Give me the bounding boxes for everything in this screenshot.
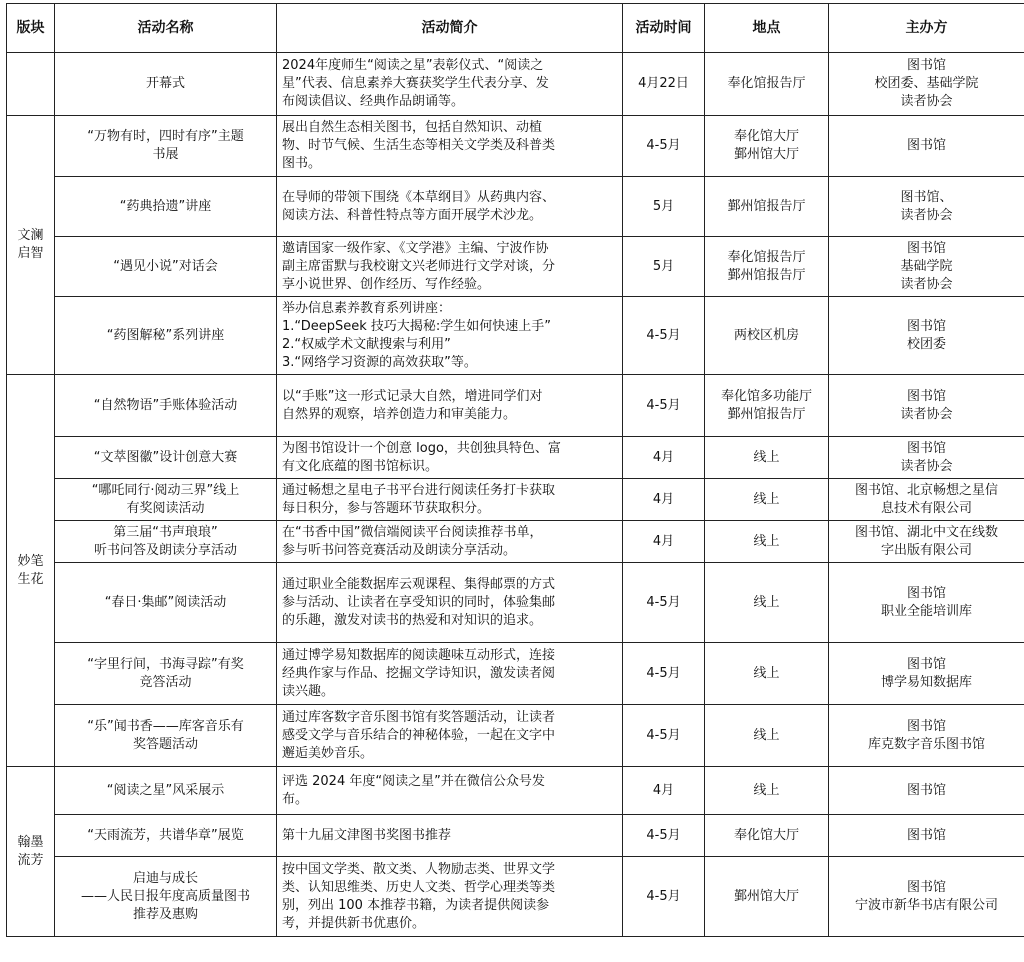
activity-place-line: 线上 <box>710 665 823 683</box>
activity-name-line: 启迪与成长 <box>60 870 271 888</box>
opening-place-line: 奉化馆报告厅 <box>710 75 823 93</box>
activity-name <box>55 297 277 375</box>
activity-intro-line: 通过库客数字音乐图书馆有奖答题活动，让读者 <box>282 709 617 727</box>
activity-intro-line: 感受文学与音乐结合的神秘体验，一起在文字中 <box>282 727 617 745</box>
table-row <box>7 237 1024 297</box>
activity-host <box>829 479 1024 521</box>
section-label <box>7 375 55 767</box>
section-label <box>7 767 55 937</box>
activity-intro-line: 物、时节气候、生活生态等相关文学类及科普类 <box>282 137 617 155</box>
activity-host-line: 读者协会 <box>834 406 1019 424</box>
activity-host-line: 图书馆 <box>834 585 1019 603</box>
activity-name-line: “药图解秘”系列讲座 <box>60 327 271 345</box>
activity-place-line: 线上 <box>710 533 823 551</box>
opening-section-cell <box>7 53 55 116</box>
activity-name-line: 竞答活动 <box>60 674 271 692</box>
activity-host-line: 基础学院 <box>834 258 1019 276</box>
activity-name-line: “万物有时，四时有序”主题 <box>60 128 271 146</box>
activity-place <box>705 237 829 297</box>
activity-host-line: 库克数字音乐图书馆 <box>834 736 1019 754</box>
activity-intro <box>277 297 623 375</box>
activity-intro-line: 图书。 <box>282 155 617 173</box>
activity-intro-line: 考，并提供新书优惠价。 <box>282 915 617 933</box>
activity-intro-line: 副主席雷默与我校谢文兴老师进行文学对谈，分 <box>282 258 617 276</box>
activity-intro-line: 读兴趣。 <box>282 683 617 701</box>
section-label-line: 文澜 <box>9 227 52 245</box>
table-row <box>7 563 1024 643</box>
activity-intro-line: 评选 2024 年度“阅读之星”并在微信公众号发 <box>282 773 617 791</box>
activity-intro <box>277 521 623 563</box>
activity-name <box>55 563 277 643</box>
activity-place-line: 鄞州馆报告厅 <box>710 198 823 216</box>
activity-intro-line: 邂逅美妙音乐。 <box>282 745 617 763</box>
table-row <box>7 767 1024 815</box>
table-row <box>7 297 1024 375</box>
activity-host-line: 读者协会 <box>834 207 1019 225</box>
activity-host <box>829 375 1024 437</box>
activity-host-line: 图书馆 <box>834 318 1019 336</box>
table-row <box>7 479 1024 521</box>
activity-intro <box>277 857 623 937</box>
activity-intro <box>277 116 623 177</box>
table-row <box>7 375 1024 437</box>
header-time: 活动时间 <box>623 4 705 53</box>
activity-place-line: 奉化馆多功能厅 <box>710 388 823 406</box>
activity-time: 4-5月 <box>623 116 705 177</box>
table-row <box>7 643 1024 705</box>
activity-intro-line: 阅读方法、科普性特点等方面开展学术沙龙。 <box>282 207 617 225</box>
activity-intro-line: 以“手账”这一形式记录大自然，增进同学们对 <box>282 388 617 406</box>
activity-intro-line: 邀请国家一级作家、《文学港》主编、宁波作协 <box>282 240 617 258</box>
activity-name-line: “乐”闻书香——库客音乐有 <box>60 718 271 736</box>
activity-host-line: 图书馆、 <box>834 189 1019 207</box>
activity-place-line: 两校区机房 <box>710 327 823 345</box>
opening-host-line: 图书馆 <box>834 57 1019 75</box>
activity-place-line: 线上 <box>710 594 823 612</box>
activity-intro-line: 1.“DeepSeek 技巧大揭秘:学生如何快速上手” <box>282 318 617 336</box>
activity-host-line: 图书馆、湖北中文在线数 <box>834 524 1019 542</box>
activity-intro-line: 别，列出 100 本推荐书籍，为读者提供阅读参 <box>282 897 617 915</box>
activity-name <box>55 375 277 437</box>
activity-name-line: “春日·集邮”阅读活动 <box>60 594 271 612</box>
activity-name-line: “遇见小说”对话会 <box>60 258 271 276</box>
table-row <box>7 857 1024 937</box>
activity-name <box>55 705 277 767</box>
header-name: 活动名称 <box>55 4 277 53</box>
table-row <box>7 705 1024 767</box>
activity-intro-line: 在导师的带领下围绕《本草纲目》从药典内容、 <box>282 189 617 207</box>
activity-name <box>55 643 277 705</box>
activity-host <box>829 437 1024 479</box>
opening-time: 4月22日 <box>623 53 705 116</box>
activity-time: 5月 <box>623 177 705 237</box>
activity-place-line: 鄞州馆报告厅 <box>710 267 823 285</box>
activity-time: 4-5月 <box>623 375 705 437</box>
activity-name-line: 第三届“书声琅琅” <box>60 524 271 542</box>
section-label-line: 流芳 <box>9 852 52 870</box>
activity-intro-line: 参与活动、让读者在享受知识的同时，体验集邮 <box>282 594 617 612</box>
activity-time: 4月 <box>623 521 705 563</box>
activity-host <box>829 297 1024 375</box>
activity-host-line: 校团委 <box>834 336 1019 354</box>
activity-host-line: 图书馆 <box>834 879 1019 897</box>
activity-place-line: 线上 <box>710 782 823 800</box>
activity-host-line: 图书馆 <box>834 440 1019 458</box>
activity-place <box>705 815 829 857</box>
activity-place-line: 奉化馆大厅 <box>710 128 823 146</box>
opening-row <box>7 53 1024 116</box>
activity-host-line: 图书馆 <box>834 388 1019 406</box>
activity-host <box>829 563 1024 643</box>
activity-place <box>705 116 829 177</box>
header-place: 地点 <box>705 4 829 53</box>
activity-place <box>705 857 829 937</box>
activity-host <box>829 237 1024 297</box>
activity-intro-line: 在“书香中国”微信端阅读平台阅读推荐书单， <box>282 524 617 542</box>
activity-intro-line: 通过畅想之星电子书平台进行阅读任务打卡获取 <box>282 482 617 500</box>
table-row <box>7 521 1024 563</box>
opening-name-line: 开幕式 <box>60 75 271 93</box>
activity-name-line: 听书问答及朗读分享活动 <box>60 542 271 560</box>
activity-intro-line: 参与听书问答竞赛活动及朗读分享活动。 <box>282 542 617 560</box>
activity-host <box>829 815 1024 857</box>
activity-intro-line: 第十九届文津图书奖图书推荐 <box>282 827 617 845</box>
activity-host-line: 读者协会 <box>834 458 1019 476</box>
activity-intro-line: 2.“权威学术文献搜索与利用” <box>282 336 617 354</box>
table-row <box>7 116 1024 177</box>
activity-intro-line: 自然界的观察，培养创造力和审美能力。 <box>282 406 617 424</box>
activity-place <box>705 643 829 705</box>
header-host: 主办方 <box>829 4 1024 53</box>
activity-intro <box>277 767 623 815</box>
activity-intro-line: 布。 <box>282 791 617 809</box>
section-label-line: 妙笔 <box>9 553 52 571</box>
activity-name <box>55 815 277 857</box>
table-row <box>7 177 1024 237</box>
opening-host-line: 读者协会 <box>834 93 1019 111</box>
table-row <box>7 815 1024 857</box>
activity-time: 4-5月 <box>623 705 705 767</box>
activity-name <box>55 479 277 521</box>
activity-name-line: 有奖阅读活动 <box>60 500 271 518</box>
activity-table <box>6 3 1024 937</box>
activity-name <box>55 237 277 297</box>
activity-time: 4-5月 <box>623 297 705 375</box>
activity-host <box>829 767 1024 815</box>
activity-host-line: 图书馆 <box>834 782 1019 800</box>
activity-intro-line: 通过博学易知数据库的阅读趣味互动形式，连接 <box>282 647 617 665</box>
activity-intro-line: 每日积分，参与答题环节获取积分。 <box>282 500 617 518</box>
activity-place <box>705 375 829 437</box>
activity-host-line: 图书馆 <box>834 656 1019 674</box>
activity-place <box>705 297 829 375</box>
activity-name <box>55 857 277 937</box>
activity-intro <box>277 643 623 705</box>
activity-place <box>705 521 829 563</box>
activity-intro-line: 展出自然生态相关图书，包括自然知识、动植 <box>282 119 617 137</box>
activity-name-line: 奖答题活动 <box>60 736 271 754</box>
activity-time: 4月 <box>623 479 705 521</box>
activity-intro-line: 通过职业全能数据库云观课程、集得邮票的方式 <box>282 576 617 594</box>
activity-host-line: 职业全能培训库 <box>834 603 1019 621</box>
activity-place <box>705 563 829 643</box>
activity-intro <box>277 815 623 857</box>
activity-time: 4-5月 <box>623 643 705 705</box>
activity-name-line: “自然物语”手账体验活动 <box>60 397 271 415</box>
activity-place-line: 线上 <box>710 449 823 467</box>
activity-intro <box>277 237 623 297</box>
opening-place <box>705 53 829 116</box>
activity-time: 4-5月 <box>623 815 705 857</box>
activity-intro-line: 有文化底蕴的图书馆标识。 <box>282 458 617 476</box>
activity-host <box>829 857 1024 937</box>
activity-place-line: 线上 <box>710 491 823 509</box>
header-section: 版块 <box>7 4 55 53</box>
activity-intro-line: 为图书馆设计一个创意 logo，共创独具特色、富 <box>282 440 617 458</box>
activity-time: 4月 <box>623 767 705 815</box>
activity-intro-line: 享小说世界、创作经历、写作经验。 <box>282 276 617 294</box>
activity-name-line: 推荐及惠购 <box>60 906 271 924</box>
opening-intro-line: 星”代表、信息素养大赛获奖学生代表分享、发 <box>282 75 617 93</box>
activity-name-line: “哪吒同行·阅动三界”线上 <box>60 482 271 500</box>
activity-host-line: 博学易知数据库 <box>834 674 1019 692</box>
activity-name-line: “天雨流芳，共谱华章”展览 <box>60 827 271 845</box>
opening-host-line: 校团委、基础学院 <box>834 75 1019 93</box>
activity-intro-line: 的乐趣，激发对读书的热爱和对知识的追求。 <box>282 612 617 630</box>
activity-host-line: 字出版有限公司 <box>834 542 1019 560</box>
activity-time: 4月 <box>623 437 705 479</box>
activity-host-line: 读者协会 <box>834 276 1019 294</box>
opening-intro-line: 2024年度师生“阅读之星”表彰仪式、“阅读之 <box>282 57 617 75</box>
activity-intro <box>277 563 623 643</box>
table-row <box>7 437 1024 479</box>
activity-intro-line: 举办信息素养教育系列讲座： <box>282 300 617 318</box>
activity-time: 4-5月 <box>623 563 705 643</box>
activity-intro-line: 经典作家与作品、挖掘文学诗知识，激发读者阅 <box>282 665 617 683</box>
activity-host-line: 图书馆、北京畅想之星信 <box>834 482 1019 500</box>
activity-intro <box>277 705 623 767</box>
activity-name <box>55 437 277 479</box>
activity-name-line: ——人民日报年度高质量图书 <box>60 888 271 906</box>
section-label <box>7 116 55 375</box>
activity-host <box>829 705 1024 767</box>
activity-place-line: 线上 <box>710 727 823 745</box>
activity-place-line: 奉化馆报告厅 <box>710 249 823 267</box>
activity-host-line: 息技术有限公司 <box>834 500 1019 518</box>
activity-intro <box>277 375 623 437</box>
activity-time: 5月 <box>623 237 705 297</box>
activity-place <box>705 437 829 479</box>
activity-place-line: 鄞州馆大厅 <box>710 146 823 164</box>
activity-host <box>829 643 1024 705</box>
activity-place-line: 奉化馆大厅 <box>710 827 823 845</box>
activity-name-line: “阅读之星”风采展示 <box>60 782 271 800</box>
section-label-line: 启智 <box>9 245 52 263</box>
activity-intro-line: 按中国文学类、散文类、人物励志类、世界文学 <box>282 861 617 879</box>
activity-name-line: “字里行间，书海寻踪”有奖 <box>60 656 271 674</box>
header-intro: 活动简介 <box>277 4 623 53</box>
activity-intro-line: 类、认知思维类、历史人文类、哲学心理类等类 <box>282 879 617 897</box>
activity-place <box>705 767 829 815</box>
activity-name-line: 书展 <box>60 146 271 164</box>
section-label-line: 生花 <box>9 571 52 589</box>
activity-name-line: “药典拾遗”讲座 <box>60 198 271 216</box>
activity-host-line: 图书馆 <box>834 827 1019 845</box>
activity-name <box>55 767 277 815</box>
activity-host-line: 图书馆 <box>834 137 1019 155</box>
activity-place-line: 鄞州馆大厅 <box>710 888 823 906</box>
activity-intro-line: 3.“网络学习资源的高效获取”等。 <box>282 354 617 372</box>
activity-host <box>829 116 1024 177</box>
activity-place-line: 鄞州馆报告厅 <box>710 406 823 424</box>
activity-host-line: 宁波市新华书店有限公司 <box>834 897 1019 915</box>
activity-place <box>705 705 829 767</box>
activity-place <box>705 479 829 521</box>
activity-intro <box>277 177 623 237</box>
header-row <box>7 4 1024 53</box>
activity-host-line: 图书馆 <box>834 240 1019 258</box>
activity-host <box>829 177 1024 237</box>
opening-host <box>829 53 1024 116</box>
activity-intro <box>277 479 623 521</box>
activity-name <box>55 177 277 237</box>
opening-intro <box>277 53 623 116</box>
activity-host <box>829 521 1024 563</box>
section-label-line: 翰墨 <box>9 834 52 852</box>
activity-host-line: 图书馆 <box>834 718 1019 736</box>
activity-place <box>705 177 829 237</box>
activity-name <box>55 116 277 177</box>
activity-intro <box>277 437 623 479</box>
opening-name <box>55 53 277 116</box>
opening-intro-line: 布阅读倡议、经典作品朗诵等。 <box>282 93 617 111</box>
activity-time: 4-5月 <box>623 857 705 937</box>
activity-name-line: “文萃图徽”设计创意大赛 <box>60 449 271 467</box>
activity-name <box>55 521 277 563</box>
